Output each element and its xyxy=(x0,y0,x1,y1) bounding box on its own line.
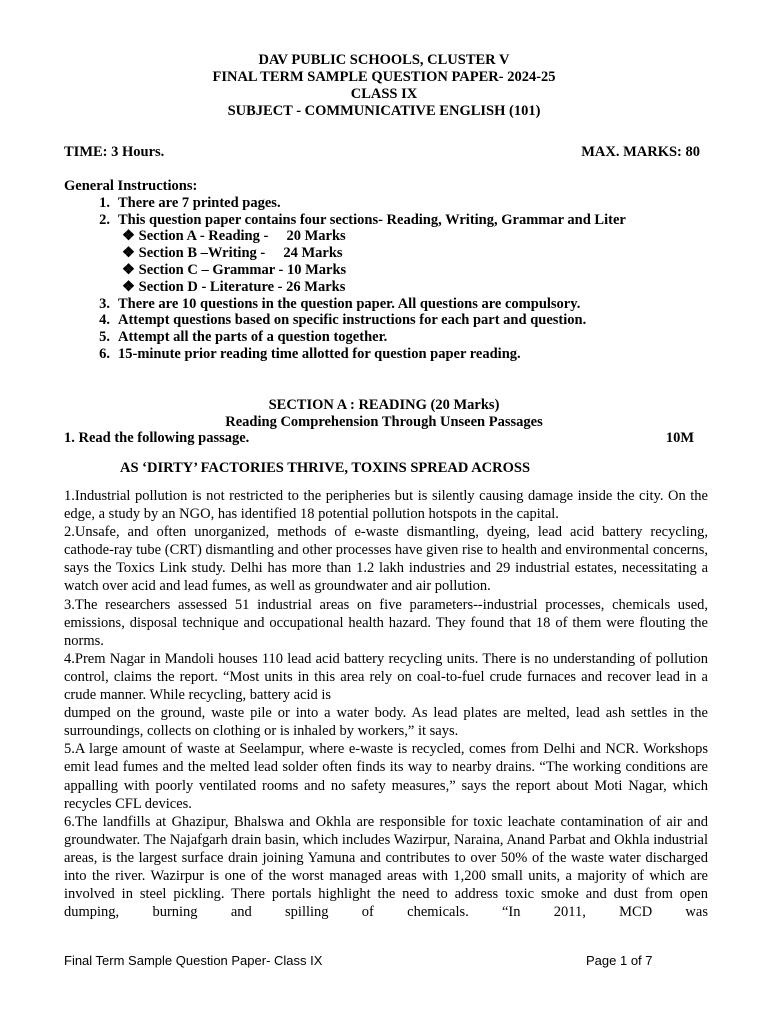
passage-paragraph: dumped on the ground, waste pile or into a water body. As lead plates are melted, lead ash settles in the surroundings, collects on clothing or is inhaled by workers,” it says. xyxy=(64,705,708,740)
bullet-icon: ❖ xyxy=(122,228,135,245)
passage-paragraph: 5.A large amount of waste at Seelampur, where e-waste is recycled, comes from Delhi and NCR. Workshops emit lead fumes and the melted lead solder often finds its way to nearby drains. “The working conditions are appalling with poorly ventilated rooms and no safety measures,” says the report about Moti Nagar, which recycles CFL devices. xyxy=(64,741,708,812)
passage-paragraph: 3.The researchers assessed 51 industrial areas on five parameters--industrial processes, chemicals used, emissions, disposal technique and occupational health hazard. They found that 18 of them were flouting the norms. xyxy=(64,596,708,649)
general-instructions xyxy=(64,178,744,363)
subject-label: SUBJECT - COMMUNICATIVE ENGLISH (101) xyxy=(227,103,541,119)
instruction-item: 1. There are 7 printed pages. xyxy=(99,194,281,211)
paper-title: FINAL TERM SAMPLE QUESTION PAPER- 2024-25 xyxy=(212,69,556,85)
passage-paragraph: 2.Unsafe, and often unorganized, methods of e-waste dismantling, dyeing, lead acid battery recycling, cathode-ray tube (CRT) dismantling and other processes have given rise to health and environmental concerns, says the Toxics Link study. Delhi has more than 1.2 lakh industries and 29 industrial estates, necessitating a watch over acid and lead fumes, as well as groundwater and air pollution. xyxy=(64,524,708,595)
instructions-heading: General Instructions: xyxy=(64,178,198,194)
paper-header xyxy=(0,52,768,120)
question-label: 1. Read the following passage. xyxy=(64,430,250,446)
footer-title: Final Term Sample Question Paper- Class IX xyxy=(64,953,323,968)
section-marks-item: ❖ Section C – Grammar - 10 Marks xyxy=(122,261,347,278)
instruction-item: 4. Attempt questions based on specific instructions for each part and question. xyxy=(99,312,587,329)
passage-body xyxy=(64,487,708,921)
instruction-item: 2. This question paper contains four sections- Reading, Writing, Grammar and Liter xyxy=(99,211,626,228)
instruction-item: 3. There are 10 questions in the question paper. All questions are compulsory. xyxy=(99,295,581,312)
passage-paragraph: 1.Industrial pollution is not restricted to the peripheries but is silently causing damage inside the city. On the edge, a study by an NGO, has identified 18 potential pollution hotspots in the capital. xyxy=(64,488,708,523)
section-marks-item: ❖ Section D - Literature - 26 Marks xyxy=(122,278,346,295)
footer-page-number: Page 1 of 7 xyxy=(586,953,653,968)
instruction-item: 5. Attempt all the parts of a question together. xyxy=(99,329,388,346)
bullet-icon: ❖ xyxy=(122,278,135,295)
section-a-subtitle: Reading Comprehension Through Unseen Passages xyxy=(225,414,543,430)
bullet-icon: ❖ xyxy=(122,261,135,278)
passage-paragraph: 4.Prem Nagar in Mandoli houses 110 lead acid battery recycling units. There is no understanding of pollution control, claims the report. “Most units in this area rely on coal-to-fuel crude furnaces and recover lead in a crude manner. While recycling, battery acid is xyxy=(64,650,708,704)
section-a-title: SECTION A : READING (20 Marks) xyxy=(268,397,500,413)
passage-title: AS ‘DIRTY’ FACTORIES THRIVE, TOXINS SPREAD ACROSS xyxy=(120,460,531,476)
section-marks-item: ❖ Section B –Writing - 24 Marks xyxy=(122,245,343,262)
passage-paragraph: 6.The landfills at Ghazipur, Bhalswa and Okhla are responsible for toxic leachate contamination of air and groundwater. The Najafgarh drain basin, which includes Wazirpur, Naraina, Anand Parbat and Okhla industrial areas, is the largest surface drain joining Yamuna and contributes to over 50% of the waste water discharged into the river. Wazirpur is one of the worst managed areas with 1,200 small units, a majority of which are involved in steel pickling. There portals highlight the need to address toxic smoke and dust from open dumping, burning and spilling of chemicals. “In 2011, MCD was xyxy=(64,813,708,921)
question-marks: 10M xyxy=(665,430,694,446)
bullet-icon: ❖ xyxy=(122,245,135,262)
section-marks-item: ❖ Section A - Reading - 20 Marks xyxy=(122,228,346,245)
time-marks-row xyxy=(64,144,704,161)
class-label: CLASS IX xyxy=(350,86,418,102)
max-marks-label: MAX. MARKS: 80 xyxy=(581,144,700,160)
school-name: DAV PUBLIC SCHOOLS, CLUSTER V xyxy=(258,52,510,68)
time-label: TIME: 3 Hours. xyxy=(64,144,165,160)
instruction-item: 6. 15-minute prior reading time allotted for question paper reading. xyxy=(99,345,521,362)
question-row xyxy=(64,430,704,447)
